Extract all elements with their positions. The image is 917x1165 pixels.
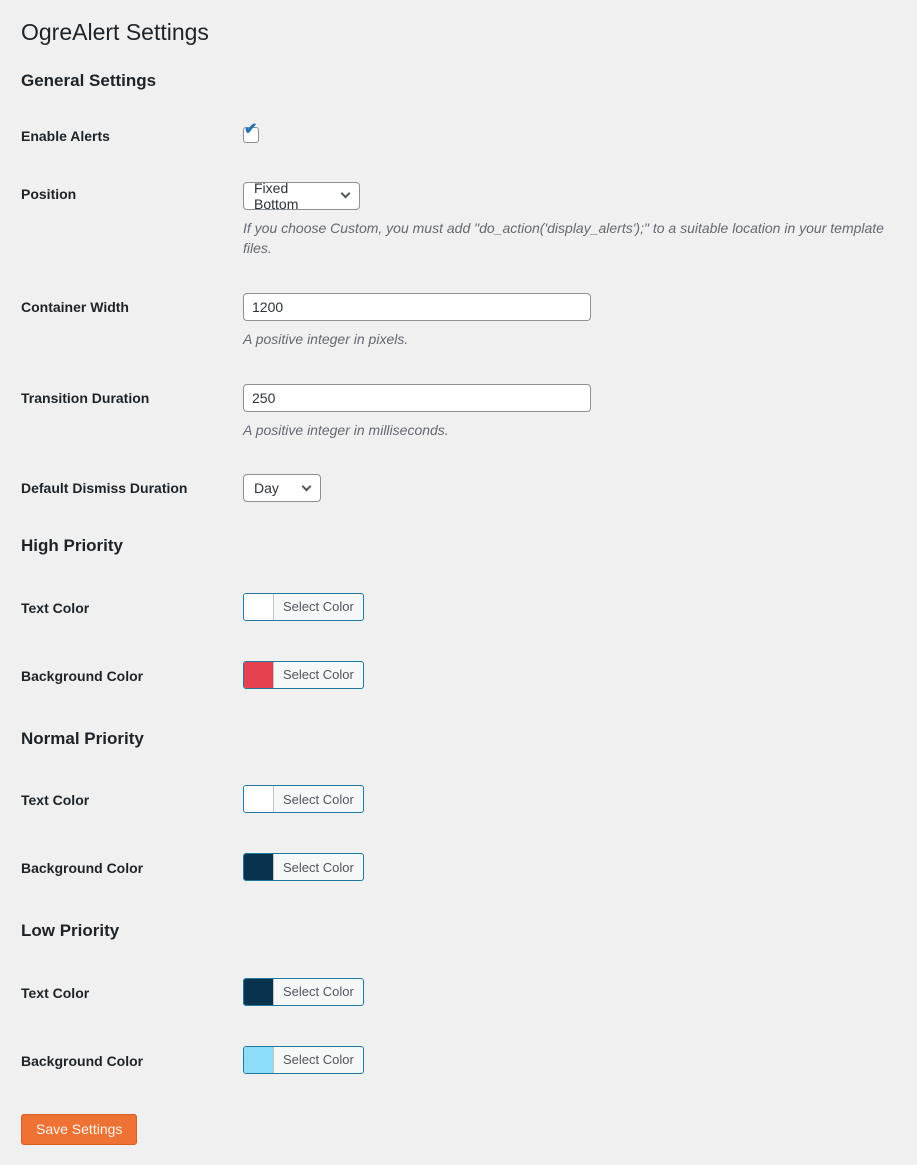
select-color-button-label: Select Color (283, 791, 354, 807)
high-background-color-row (21, 661, 887, 691)
default-dismiss-duration-row (21, 474, 887, 502)
position-row (21, 180, 887, 259)
low-background-color-swatch (244, 1047, 274, 1073)
section-heading-normal-priority: Normal Priority (21, 728, 144, 748)
position-description: If you choose Custom, you must add "do_action('display_alerts');" to a suitable location in your template files. (243, 219, 884, 256)
default-dismiss-duration-select[interactable] (243, 474, 321, 502)
high-background-color-label: Background Color (21, 667, 144, 684)
container-width-row (21, 293, 887, 350)
container-width-input[interactable] (243, 293, 591, 321)
section-heading-general: General Settings (21, 70, 157, 90)
low-text-color-label: Text Color (21, 984, 90, 1001)
enable-alerts-label: Enable Alerts (21, 127, 110, 144)
container-width-label: Container Width (21, 298, 129, 315)
normal-text-color-label: Text Color (21, 792, 90, 809)
low-background-color-label: Background Color (21, 1052, 144, 1069)
default-dismiss-duration-value: Day (254, 480, 279, 497)
position-select[interactable] (243, 179, 360, 212)
section-heading-low-priority: Low Priority (21, 921, 120, 941)
high-text-color-label: Text Color (21, 599, 90, 616)
low-text-color-swatch (244, 979, 274, 1005)
high-text-color-picker-button[interactable] (243, 593, 364, 621)
position-label: Position (21, 185, 77, 202)
select-color-button-label: Select Color (283, 1052, 354, 1068)
default-dismiss-duration-label: Default Dismiss Duration (21, 480, 188, 497)
transition-duration-label: Transition Duration (21, 389, 150, 406)
position-select-value: Fixed Bottom (254, 179, 299, 212)
normal-text-color-row (21, 785, 887, 815)
check-icon: ✔ (244, 120, 258, 138)
select-color-button-label: Select Color (283, 984, 354, 1000)
chevron-down-icon (341, 189, 351, 199)
chevron-down-icon (302, 482, 312, 492)
normal-text-color-picker-button[interactable] (243, 785, 364, 813)
section-heading-high-priority: High Priority (21, 536, 124, 556)
normal-background-color-swatch (244, 854, 274, 880)
low-background-color-picker-button[interactable] (243, 1046, 364, 1074)
submit-area (21, 1114, 887, 1145)
high-text-color-swatch (244, 594, 274, 620)
low-text-color-row (21, 978, 887, 1008)
transition-duration-row (21, 384, 887, 441)
normal-text-color-swatch (244, 786, 274, 812)
enable-alerts-checkbox[interactable] (243, 120, 259, 143)
low-background-color-row (21, 1046, 887, 1076)
normal-background-color-picker-button[interactable] (243, 853, 364, 881)
container-width-description: A positive integer in pixels. (243, 330, 409, 347)
high-background-color-picker-button[interactable] (243, 661, 364, 689)
page-title: OgreAlert Settings (21, 19, 209, 45)
select-color-button-label: Select Color (283, 859, 354, 875)
low-text-color-picker-button[interactable] (243, 978, 364, 1006)
enable-alerts-row (21, 120, 887, 146)
save-settings-button[interactable]: Save Settings (21, 1114, 137, 1145)
high-text-color-row (21, 593, 887, 623)
normal-background-color-label: Background Color (21, 860, 144, 877)
select-color-button-label: Select Color (283, 599, 354, 615)
transition-duration-input[interactable] (243, 384, 591, 412)
transition-duration-description: A positive integer in milliseconds. (243, 421, 449, 438)
normal-background-color-row (21, 853, 887, 883)
high-background-color-swatch (244, 662, 274, 688)
select-color-button-label: Select Color (283, 667, 354, 683)
